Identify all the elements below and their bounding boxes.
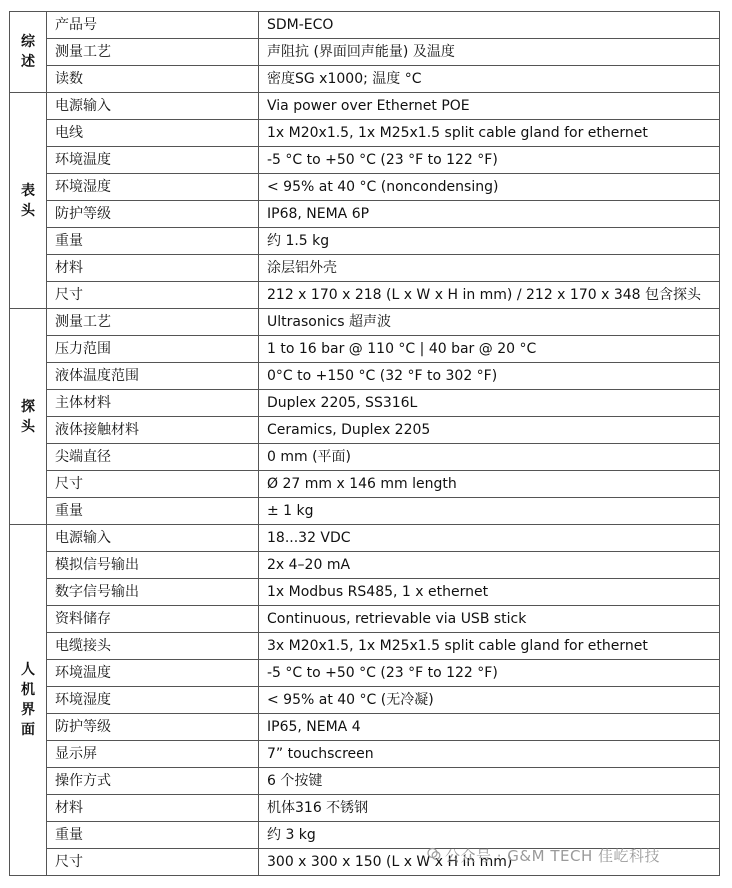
spec-value: 约 1.5 kg — [259, 228, 720, 255]
spec-value: 涂层铝外壳 — [259, 255, 720, 282]
spec-row — [10, 795, 720, 822]
spec-value: < 95% at 40 °C (noncondensing) — [259, 174, 720, 201]
section-title-text: 探头 — [21, 398, 35, 435]
spec-label: 显示屏 — [47, 741, 259, 768]
spec-value: SDM-ECO — [259, 12, 720, 39]
watermark — [427, 845, 660, 866]
spec-value: < 95% at 40 °C (无冷凝) — [259, 687, 720, 714]
spec-label: 液体温度范围 — [47, 363, 259, 390]
spec-label: 尺寸 — [47, 849, 259, 876]
spec-value: ± 1 kg — [259, 498, 720, 525]
spec-label: 材料 — [47, 795, 259, 822]
spec-value: 1 to 16 bar @ 110 °C | 40 bar @ 20 °C — [259, 336, 720, 363]
spec-label: 测量工艺 — [47, 39, 259, 66]
spec-row — [10, 336, 720, 363]
spec-label: 压力范围 — [47, 336, 259, 363]
spec-row — [10, 390, 720, 417]
spec-label: 环境湿度 — [47, 174, 259, 201]
spec-row — [10, 471, 720, 498]
spec-value: 1x Modbus RS485, 1 x ethernet — [259, 579, 720, 606]
spec-label: 重量 — [47, 228, 259, 255]
spec-table — [9, 11, 720, 876]
spec-row — [10, 363, 720, 390]
spec-label: 尖端直径 — [47, 444, 259, 471]
spec-value: 0 mm (平面) — [259, 444, 720, 471]
spec-row — [10, 579, 720, 606]
section-title — [10, 93, 47, 309]
spec-label: 尺寸 — [47, 471, 259, 498]
spec-label: 电源输入 — [47, 525, 259, 552]
spec-label: 读数 — [47, 66, 259, 93]
spec-value: 声阻抗 (界面回声能量) 及温度 — [259, 39, 720, 66]
spec-row — [10, 39, 720, 66]
spec-row — [10, 147, 720, 174]
spec-label: 材料 — [47, 255, 259, 282]
spec-row — [10, 174, 720, 201]
spec-value: 300 x 300 x 150 (L x W x H in mm) — [259, 849, 720, 876]
spec-row — [10, 444, 720, 471]
spec-value: -5 °C to +50 °C (23 °F to 122 °F) — [259, 660, 720, 687]
spec-label: 电线 — [47, 120, 259, 147]
section-title — [10, 309, 47, 525]
spec-value: -5 °C to +50 °C (23 °F to 122 °F) — [259, 147, 720, 174]
spec-value: 7” touchscreen — [259, 741, 720, 768]
spec-label: 测量工艺 — [47, 309, 259, 336]
spec-row — [10, 228, 720, 255]
spec-row — [10, 660, 720, 687]
spec-table-body — [10, 12, 720, 876]
spec-row — [10, 282, 720, 309]
spec-value: Via power over Ethernet POE — [259, 93, 720, 120]
spec-row — [10, 309, 720, 336]
spec-row — [10, 768, 720, 795]
spec-row — [10, 741, 720, 768]
spec-label: 电缆接头 — [47, 633, 259, 660]
spec-label: 资料储存 — [47, 606, 259, 633]
wechat-icon — [427, 847, 441, 865]
spec-value: 机体316 不锈钢 — [259, 795, 720, 822]
spec-value: Ultrasonics 超声波 — [259, 309, 720, 336]
spec-value: 18...32 VDC — [259, 525, 720, 552]
spec-row — [10, 714, 720, 741]
spec-row — [10, 417, 720, 444]
spec-row — [10, 12, 720, 39]
spec-label: 操作方式 — [47, 768, 259, 795]
spec-label: 环境温度 — [47, 660, 259, 687]
spec-value: Continuous, retrievable via USB stick — [259, 606, 720, 633]
spec-value: Duplex 2205, SS316L — [259, 390, 720, 417]
spec-value: 1x M20x1.5, 1x M25x1.5 split cable gland for ethernet — [259, 120, 720, 147]
section-title-text: 人机界面 — [21, 662, 35, 738]
spec-row — [10, 498, 720, 525]
spec-row — [10, 552, 720, 579]
spec-label: 产品号 — [47, 12, 259, 39]
section-title-text: 表头 — [21, 182, 35, 219]
watermark-text: 公众号 · G&M TECH 佳屹科技 — [445, 847, 660, 865]
spec-value: IP68, NEMA 6P — [259, 201, 720, 228]
spec-label: 环境湿度 — [47, 687, 259, 714]
spec-value: 密度SG x1000; 温度 °C — [259, 66, 720, 93]
spec-label: 防护等级 — [47, 201, 259, 228]
spec-label: 主体材料 — [47, 390, 259, 417]
section-title — [10, 525, 47, 876]
spec-row — [10, 525, 720, 552]
spec-row — [10, 120, 720, 147]
spec-row — [10, 633, 720, 660]
spec-value: 6 个按键 — [259, 768, 720, 795]
section-title — [10, 12, 47, 93]
spec-label: 环境温度 — [47, 147, 259, 174]
spec-value: 212 x 170 x 218 (L x W x H in mm) / 212 x 170 x 348 包含探头 — [259, 282, 720, 309]
spec-label: 液体接触材料 — [47, 417, 259, 444]
spec-label: 防护等级 — [47, 714, 259, 741]
spec-row — [10, 687, 720, 714]
spec-value: Ø 27 mm x 146 mm length — [259, 471, 720, 498]
spec-value: 0°C to +150 °C (32 °F to 302 °F) — [259, 363, 720, 390]
spec-row — [10, 255, 720, 282]
spec-label: 重量 — [47, 498, 259, 525]
section-title-text: 综述 — [21, 34, 35, 70]
spec-row — [10, 201, 720, 228]
spec-row — [10, 93, 720, 120]
spec-row — [10, 66, 720, 93]
spec-value: 3x M20x1.5, 1x M25x1.5 split cable gland for ethernet — [259, 633, 720, 660]
spec-label: 模拟信号输出 — [47, 552, 259, 579]
spec-label: 电源输入 — [47, 93, 259, 120]
spec-row — [10, 606, 720, 633]
spec-label: 数字信号输出 — [47, 579, 259, 606]
spec-value: Ceramics, Duplex 2205 — [259, 417, 720, 444]
spec-label: 重量 — [47, 822, 259, 849]
spec-value: 2x 4–20 mA — [259, 552, 720, 579]
spec-value: 约 3 kg — [259, 822, 720, 849]
spec-label: 尺寸 — [47, 282, 259, 309]
spec-value: IP65, NEMA 4 — [259, 714, 720, 741]
